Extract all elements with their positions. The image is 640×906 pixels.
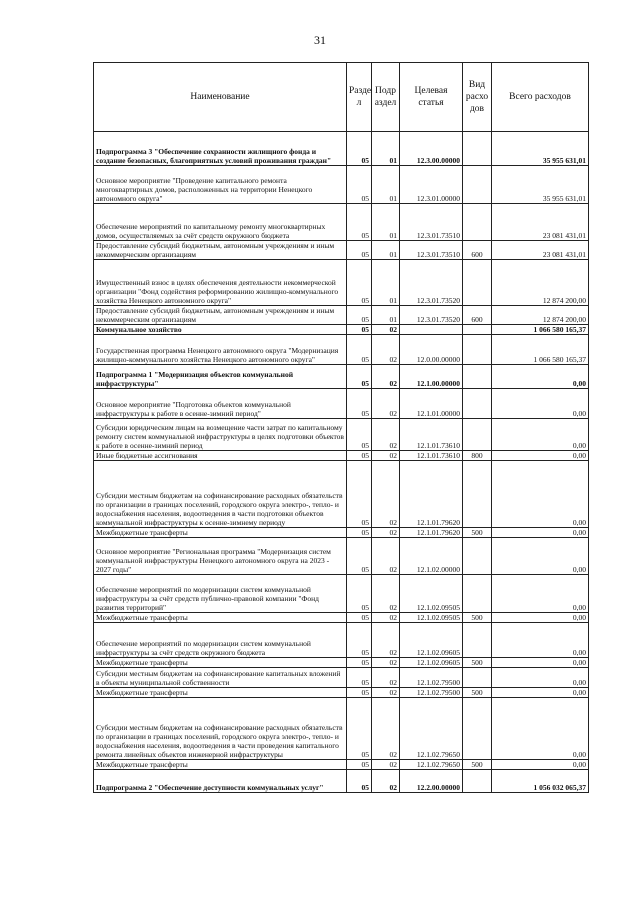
cell-name: Обеспечение мероприятий по капитальному ремонту многоквартирных домов, осуществляемых за счёт средств окружного бюджета xyxy=(94,204,347,241)
cell-razdel: 05 xyxy=(347,538,372,575)
cell-target: 12.1.02.79500 xyxy=(400,688,463,698)
cell-expense-type: 500 xyxy=(463,613,492,623)
cell-target: 12.1.02.09605 xyxy=(400,623,463,658)
cell-target: 12.3.01.73510 xyxy=(400,204,463,241)
cell-expense-type: 500 xyxy=(463,658,492,668)
table-row xyxy=(94,306,589,325)
cell-name: Предоставление субсидий бюджетным, автономным учреждениям и иным некоммерческим организациям xyxy=(94,306,347,325)
cell-expense-type xyxy=(463,623,492,658)
table-header-row xyxy=(94,63,589,132)
cell-name: Коммунальное хозяйство xyxy=(94,325,347,335)
cell-target: 12.3.00.00000 xyxy=(400,132,463,166)
cell-razdel: 05 xyxy=(347,241,372,260)
cell-podrazdel: 02 xyxy=(372,325,400,335)
cell-total: 0,00 xyxy=(492,760,589,770)
cell-podrazdel: 02 xyxy=(372,365,400,389)
cell-target xyxy=(400,325,463,335)
cell-expense-type: 600 xyxy=(463,241,492,260)
cell-expense-type: 800 xyxy=(463,451,492,461)
cell-total: 0,00 xyxy=(492,389,589,419)
cell-total: 35 955 631,01 xyxy=(492,166,589,204)
table-row xyxy=(94,658,589,668)
cell-podrazdel: 02 xyxy=(372,760,400,770)
header-target: Целевая статья xyxy=(400,63,463,132)
cell-target: 12.1.01.73610 xyxy=(400,451,463,461)
table-row xyxy=(94,335,589,365)
cell-razdel: 05 xyxy=(347,698,372,760)
table-row xyxy=(94,419,589,451)
cell-expense-type xyxy=(463,335,492,365)
cell-name: Государственная программа Ненецкого автономного округа "Модернизация жилищно-коммунального хозяйства Ненецкого автономного округа" xyxy=(94,335,347,365)
cell-total: 12 874 200,00 xyxy=(492,260,589,306)
cell-podrazdel: 02 xyxy=(372,688,400,698)
cell-razdel: 05 xyxy=(347,658,372,668)
cell-razdel: 05 xyxy=(347,389,372,419)
cell-podrazdel: 02 xyxy=(372,623,400,658)
cell-razdel: 05 xyxy=(347,613,372,623)
cell-name: Основное мероприятие "Подготовка объектов коммунальной инфраструктуры к работе в осенне-зимний период" xyxy=(94,389,347,419)
cell-name: Основное мероприятие "Региональная программа "Модернизация систем коммунальной инфраструктуры Ненецкого автономного округа на 2023 - 2027 годы" xyxy=(94,538,347,575)
cell-razdel: 05 xyxy=(347,451,372,461)
cell-razdel: 05 xyxy=(347,461,372,528)
cell-target: 12.3.01.73520 xyxy=(400,260,463,306)
cell-podrazdel: 02 xyxy=(372,613,400,623)
cell-target: 12.1.01.79620 xyxy=(400,528,463,538)
cell-expense-type: 500 xyxy=(463,528,492,538)
table-row xyxy=(94,260,589,306)
cell-target: 12.3.01.73520 xyxy=(400,306,463,325)
cell-target: 12.1.02.09605 xyxy=(400,658,463,668)
cell-expense-type: 500 xyxy=(463,760,492,770)
cell-razdel: 05 xyxy=(347,688,372,698)
cell-total: 0,00 xyxy=(492,698,589,760)
cell-target: 12.1.02.79650 xyxy=(400,698,463,760)
cell-target: 12.1.02.09505 xyxy=(400,613,463,623)
cell-razdel: 05 xyxy=(347,668,372,688)
table-row xyxy=(94,688,589,698)
cell-name: Обеспечение мероприятий по модернизации систем коммунальной инфраструктуры за счёт средств окружного бюджета xyxy=(94,623,347,658)
cell-podrazdel: 02 xyxy=(372,770,400,793)
cell-razdel: 05 xyxy=(347,623,372,658)
cell-expense-type xyxy=(463,389,492,419)
cell-total: 12 874 200,00 xyxy=(492,306,589,325)
cell-name: Основное мероприятие "Проведение капитального ремонта многоквартирных домов, расположенных на территории Ненецкого автономного округа" xyxy=(94,166,347,204)
cell-name: Подпрограмма 1 "Модернизация объектов коммунальной инфраструктуры" xyxy=(94,365,347,389)
table-row xyxy=(94,698,589,760)
cell-target: 12.1.02.09505 xyxy=(400,575,463,613)
cell-name: Обеспечение мероприятий по модернизации систем коммунальной инфраструктуры за счёт средств публично-правовой компании "Фонд развития территорий" xyxy=(94,575,347,613)
cell-razdel: 05 xyxy=(347,419,372,451)
cell-name: Субсидии местным бюджетам на софинансирование расходных обязательств по организации в границах поселений, городского округа электро-, тепло- и водоснабжения населения, водоотведения в части проведения капитального ремонта линейных объектов инженерной инфраструктуры xyxy=(94,698,347,760)
cell-total: 0,00 xyxy=(492,538,589,575)
cell-total: 1 066 580 165,37 xyxy=(492,325,589,335)
table-row xyxy=(94,451,589,461)
cell-name: Подпрограмма 3 "Обеспечение сохранности жилищного фонда и создание безопасных, благоприятных условий проживания граждан" xyxy=(94,132,347,166)
cell-razdel: 05 xyxy=(347,306,372,325)
cell-expense-type xyxy=(463,204,492,241)
cell-expense-type xyxy=(463,132,492,166)
header-name: Наименование xyxy=(94,63,347,132)
cell-expense-type xyxy=(463,365,492,389)
cell-podrazdel: 02 xyxy=(372,658,400,668)
cell-podrazdel: 02 xyxy=(372,575,400,613)
cell-podrazdel: 02 xyxy=(372,419,400,451)
cell-razdel: 05 xyxy=(347,575,372,613)
cell-target: 12.1.00.00000 xyxy=(400,365,463,389)
cell-podrazdel: 02 xyxy=(372,451,400,461)
cell-target: 12.1.01.00000 xyxy=(400,389,463,419)
cell-total: 23 081 431,01 xyxy=(492,204,589,241)
cell-podrazdel: 02 xyxy=(372,538,400,575)
cell-total: 23 081 431,01 xyxy=(492,241,589,260)
cell-total: 1 056 032 065,37 xyxy=(492,770,589,793)
cell-total: 0,00 xyxy=(492,451,589,461)
cell-razdel: 05 xyxy=(347,335,372,365)
table-row xyxy=(94,389,589,419)
page-number: 31 xyxy=(314,33,326,47)
header-total: Всего расходов xyxy=(492,63,589,132)
cell-expense-type xyxy=(463,770,492,793)
cell-podrazdel: 02 xyxy=(372,335,400,365)
cell-target: 12.3.01.73510 xyxy=(400,241,463,260)
cell-total: 0,00 xyxy=(492,688,589,698)
cell-total: 0,00 xyxy=(492,613,589,623)
cell-expense-type: 500 xyxy=(463,688,492,698)
cell-name: Субсидии юридическим лицам на возмещение части затрат по капитальному ремонту систем коммунальной инфраструктуры в целях подготовки объектов к работе в осенне-зимний период xyxy=(94,419,347,451)
cell-target: 12.1.01.79620 xyxy=(400,461,463,528)
cell-name: Межбюджетные трансферты xyxy=(94,528,347,538)
table-row xyxy=(94,613,589,623)
cell-total: 0,00 xyxy=(492,668,589,688)
cell-podrazdel: 01 xyxy=(372,204,400,241)
cell-name: Субсидии местным бюджетам на софинансирование расходных обязательств по организации в границах поселений, городского округа электро-, тепло- и водоснабжения населения, водоотведения в части подготовки объектов коммунальной инфраструктуры к осенне-зимнему периоду xyxy=(94,461,347,528)
cell-total: 0,00 xyxy=(492,658,589,668)
cell-name: Межбюджетные трансферты xyxy=(94,613,347,623)
expenditure-table xyxy=(93,62,589,793)
cell-total: 0,00 xyxy=(492,528,589,538)
cell-name: Иные бюджетные ассигнования xyxy=(94,451,347,461)
cell-podrazdel: 01 xyxy=(372,166,400,204)
cell-name: Предоставление субсидий бюджетным, автономным учреждениям и иным некоммерческим организациям xyxy=(94,241,347,260)
table-row xyxy=(94,575,589,613)
header-podrazdel: Подр аздел xyxy=(372,63,400,132)
cell-name: Межбюджетные трансферты xyxy=(94,688,347,698)
cell-podrazdel: 01 xyxy=(372,260,400,306)
cell-total: 1 066 580 165,37 xyxy=(492,335,589,365)
cell-expense-type: 600 xyxy=(463,306,492,325)
cell-expense-type xyxy=(463,325,492,335)
header-razdel: Разде л xyxy=(347,63,372,132)
cell-razdel: 05 xyxy=(347,365,372,389)
cell-target: 12.1.02.79500 xyxy=(400,668,463,688)
cell-razdel: 05 xyxy=(347,204,372,241)
cell-razdel: 05 xyxy=(347,770,372,793)
cell-expense-type xyxy=(463,419,492,451)
cell-podrazdel: 01 xyxy=(372,132,400,166)
cell-target: 12.1.01.73610 xyxy=(400,419,463,451)
cell-name: Имущественный взнос в целях обеспечения деятельности некоммерческой организации "Фонд содействия реформированию жилищно-коммунального хозяйства Ненецкого автономного округа" xyxy=(94,260,347,306)
header-expense-type: Вид расхо дов xyxy=(463,63,492,132)
table-row xyxy=(94,325,589,335)
cell-expense-type xyxy=(463,698,492,760)
cell-razdel: 05 xyxy=(347,166,372,204)
cell-podrazdel: 02 xyxy=(372,698,400,760)
table-row xyxy=(94,528,589,538)
table-row xyxy=(94,760,589,770)
cell-target: 12.0.00.00000 xyxy=(400,335,463,365)
cell-podrazdel: 02 xyxy=(372,389,400,419)
cell-name: Межбюджетные трансферты xyxy=(94,658,347,668)
cell-razdel: 05 xyxy=(347,132,372,166)
cell-name: Субсидии местным бюджетам на софинансирование капитальных вложений в объекты муниципальной собственности xyxy=(94,668,347,688)
cell-total: 0,00 xyxy=(492,575,589,613)
table-row xyxy=(94,668,589,688)
table-row xyxy=(94,132,589,166)
cell-target: 12.2.00.00000 xyxy=(400,770,463,793)
cell-podrazdel: 02 xyxy=(372,668,400,688)
cell-target: 12.1.02.79650 xyxy=(400,760,463,770)
table-row xyxy=(94,623,589,658)
cell-total: 0,00 xyxy=(492,623,589,658)
cell-target: 12.1.02.00000 xyxy=(400,538,463,575)
cell-razdel: 05 xyxy=(347,760,372,770)
table-row xyxy=(94,461,589,528)
cell-razdel: 05 xyxy=(347,260,372,306)
cell-razdel: 05 xyxy=(347,325,372,335)
cell-total: 35 955 631,01 xyxy=(492,132,589,166)
cell-podrazdel: 01 xyxy=(372,241,400,260)
table-row xyxy=(94,241,589,260)
cell-name: Межбюджетные трансферты xyxy=(94,760,347,770)
table-body xyxy=(94,132,589,793)
cell-total: 0,00 xyxy=(492,365,589,389)
cell-expense-type xyxy=(463,575,492,613)
cell-name: Подпрограмма 2 "Обеспечение доступности коммунальных услуг" xyxy=(94,770,347,793)
cell-total: 0,00 xyxy=(492,419,589,451)
cell-expense-type xyxy=(463,166,492,204)
cell-target: 12.3.01.00000 xyxy=(400,166,463,204)
table-row xyxy=(94,166,589,204)
cell-podrazdel: 02 xyxy=(372,528,400,538)
cell-expense-type xyxy=(463,461,492,528)
cell-podrazdel: 02 xyxy=(372,461,400,528)
table-row xyxy=(94,365,589,389)
cell-razdel: 05 xyxy=(347,528,372,538)
cell-podrazdel: 01 xyxy=(372,306,400,325)
table-row xyxy=(94,538,589,575)
cell-expense-type xyxy=(463,260,492,306)
table-row xyxy=(94,204,589,241)
cell-expense-type xyxy=(463,668,492,688)
cell-expense-type xyxy=(463,538,492,575)
table-row xyxy=(94,770,589,793)
cell-total: 0,00 xyxy=(492,461,589,528)
